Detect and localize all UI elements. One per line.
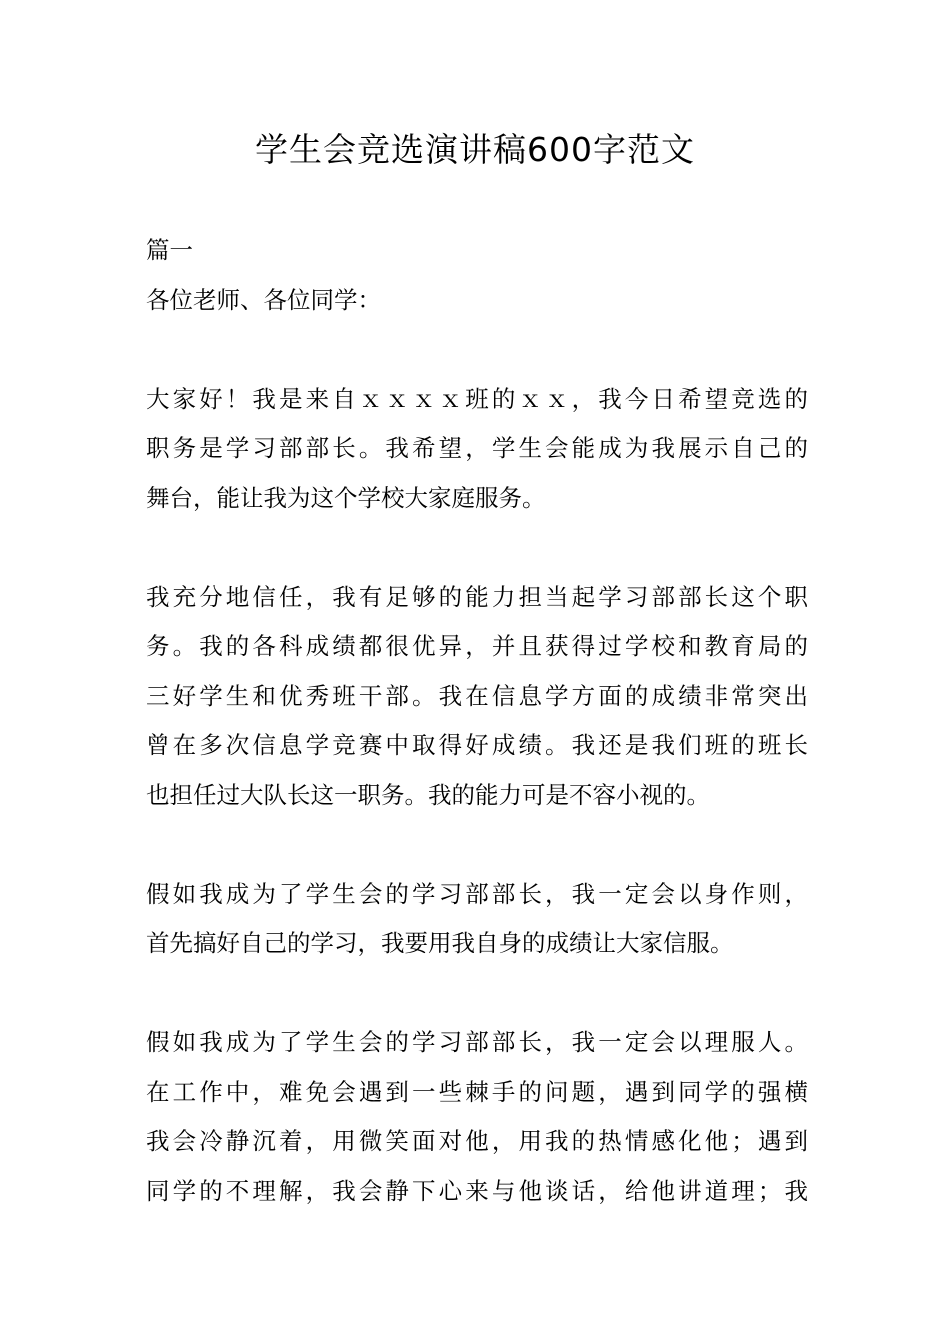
paragraph-line: 大家好！我是来自ｘｘｘｘ班的ｘｘ，我今日希望竞选的 — [146, 384, 808, 413]
paragraph-line: 舞台，能让我为这个学校大家庭服务。 — [146, 483, 546, 512]
paragraph-gap — [146, 325, 808, 375]
paragraph-line: 务。我的各科成绩都很优异，并且获得过学校和教育局的 — [146, 632, 808, 660]
paragraph-gap — [146, 820, 808, 870]
document-body — [146, 226, 808, 1216]
paragraph-line: 假如我成为了学生会的学习部部长，我一定会以理服人。 — [146, 1028, 808, 1056]
paragraph-line: 也担任过大队长这一职务。我的能力可是不容小视的。 — [146, 780, 710, 809]
paragraph-gap — [146, 969, 808, 1019]
paragraph-line: 假如我成为了学生会的学习部部长，我一定会以身作则， — [146, 879, 808, 908]
paragraph-gap — [146, 523, 808, 573]
paragraph-3 — [146, 870, 808, 969]
paragraph-1 — [146, 375, 808, 524]
paragraph-line: 在工作中，难免会遇到一些棘手的问题，遇到同学的强横 — [146, 1077, 808, 1106]
section-label: 篇一 — [146, 236, 193, 264]
paragraph-line: 三好学生和优秀班干部。我在信息学方面的成绩非常突出 — [146, 681, 808, 710]
paragraph-line: 职务是学习部部长。我希望，学生会能成为我展示自己的 — [146, 434, 808, 462]
document-title: 学生会竞选演讲稿600字范文 — [255, 130, 695, 169]
paragraph-4 — [146, 1018, 808, 1216]
paragraph-line: 我充分地信任，我有足够的能力担当起学习部部长这个职 — [146, 582, 808, 611]
paragraph-line: 同学的不理解，我会静下心来与他谈话，给他讲道理；我 — [146, 1176, 808, 1205]
paragraph-2 — [146, 573, 808, 821]
salutation: 各位老师、各位同学： — [146, 285, 381, 314]
paragraph-line: 我会冷静沉着，用微笑面对他，用我的热情感化他；遇到 — [146, 1127, 808, 1155]
paragraph-line: 首先搞好自己的学习，我要用我自身的成绩让大家信服。 — [146, 929, 734, 957]
paragraph-line: 曾在多次信息学竞赛中取得好成绩。我还是我们班的班长 — [146, 731, 808, 759]
